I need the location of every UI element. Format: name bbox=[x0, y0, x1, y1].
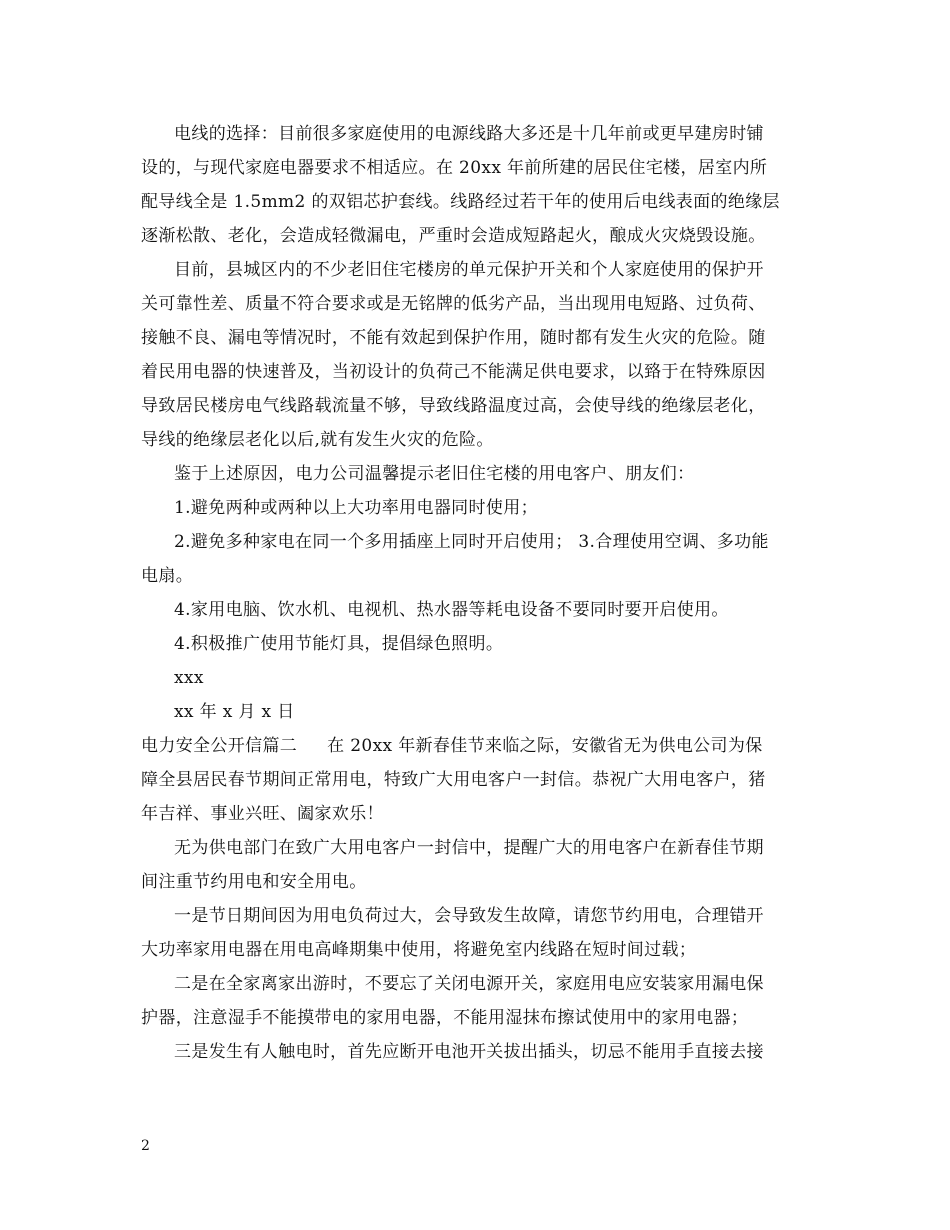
paragraph-line: 间注重节约用电和安全用电。 bbox=[141, 872, 367, 892]
list-item: 2.避免多种家电在同一个多用插座上同时开启使用； 3.合理使用空调、多功能 bbox=[174, 532, 769, 552]
page-number: 2 bbox=[141, 1138, 150, 1154]
paragraph-line: 电线的选择：目前很多家庭使用的电源线路大多还是十几年前或更早建房时铺 bbox=[174, 124, 764, 144]
paragraph-line: 大功率家用电器在用电高峰期集中使用，将避免室内线路在短时间过载； bbox=[141, 940, 697, 960]
list-item: 1.避免两种或两种以上大功率用电器同时使用； bbox=[174, 498, 538, 518]
section-heading-line bbox=[141, 729, 816, 763]
paragraph-line: 三是发生有人触电时，首先应断开电池开关拔出插头，切忌不能用手直接去接 bbox=[174, 1042, 764, 1062]
paragraph-line: 导致居民楼房电气线路载流量不够，导致线路温度过高，会使导线的绝缘层老化， bbox=[141, 396, 766, 416]
paragraph-line: 配导线全是 1.5mm2 的双铝芯护套线。线路经过若干年的使用后电线表面的绝缘层 bbox=[141, 192, 780, 212]
paragraph-line: 鉴于上述原因，电力公司温馨提示老旧住宅楼的用电客户、朋友们： bbox=[174, 464, 695, 484]
section-lead-text: 在 20xx 年新春佳节来临之际，安徽省无为供电公司为保 bbox=[327, 736, 763, 756]
paragraph-line: 年吉祥、事业兴旺、阖家欢乐！ bbox=[141, 804, 384, 824]
list-item-continuation: 电扇。 bbox=[141, 566, 194, 586]
paragraph-line: 关可靠性差、质量不符合要求或是无铭牌的低劣产品，当出现用电短路、过负荷、 bbox=[141, 294, 766, 314]
section-heading: 电力安全公开信篇二 bbox=[141, 736, 298, 756]
signature-date: xx 年 x 月 x 日 bbox=[174, 702, 295, 722]
document-body bbox=[141, 117, 816, 1069]
paragraph-line: 障全县居民春节期间正常用电，特致广大用电客户一封信。恭祝广大用电客户，猪 bbox=[141, 770, 766, 790]
signature-name: xxx bbox=[174, 668, 204, 688]
paragraph-line: 一是节日期间因为用电负荷过大，会导致发生故障，请您节约用电，合理错开 bbox=[174, 906, 764, 926]
paragraph-line: 导线的绝缘层老化以后,就有发生火灾的危险。 bbox=[141, 430, 494, 450]
paragraph-line: 目前，县城区内的不少老旧住宅楼房的单元保护开关和个人家庭使用的保护开 bbox=[174, 260, 764, 280]
paragraph-line: 护器，注意湿手不能摸带电的家用电器，不能用湿抹布擦试使用中的家用电器； bbox=[141, 1008, 749, 1028]
paragraph-line: 二是在全家离家出游时，不要忘了关闭电源开关，家庭用电应安装家用漏电保 bbox=[174, 974, 764, 994]
list-item: 4.积极推广使用节能灯具，提倡绿色照明。 bbox=[174, 634, 504, 654]
paragraph-line: 无为供电部门在致广大用电客户一封信中，提醒广大的用电客户在新春佳节期 bbox=[174, 838, 764, 858]
paragraph-line: 设的，与现代家庭电器要求不相适应。在 20xx 年前所建的居民住宅楼，居室内所 bbox=[141, 158, 768, 178]
list-item: 4.家用电脑、饮水机、电视机、热水器等耗电设备不要同时要开启使用。 bbox=[174, 600, 729, 620]
paragraph-line: 着民用电器的快速普及，当初设计的负荷己不能满足供电要求，以臵于在特殊原因 bbox=[141, 362, 766, 382]
paragraph-line: 逐渐松散、老化，会造成轻微漏电，严重时会造成短路起火，酿成火灾烧毁设施。 bbox=[141, 226, 766, 246]
paragraph-line: 接触不良、漏电等情况时，不能有效起到保护作用，随时都有发生火灾的危险。随 bbox=[141, 328, 766, 348]
